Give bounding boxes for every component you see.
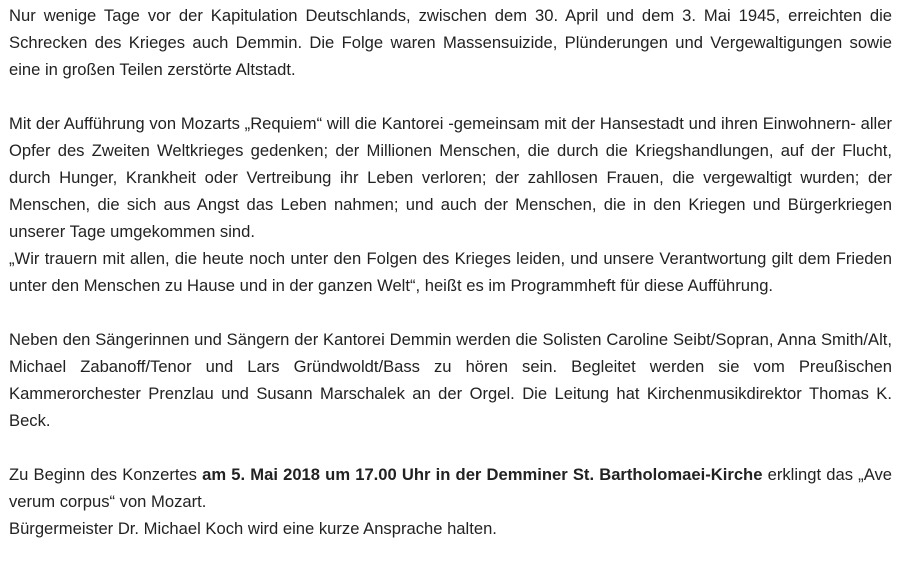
paragraph-concert-info xyxy=(9,461,892,542)
paragraph-requiem xyxy=(9,110,892,299)
paragraph-intro: Nur wenige Tage vor der Kapitulation Deutschlands, zwischen dem 30. April und dem 3. Mai 1945, erreichten die Schrecken des Krieges auch Demmin. Die Folge waren Massensuizide, Plünderungen und Vergewaltigungen sowie eine in großen Teilen zerstörte Altstadt. xyxy=(9,6,892,79)
concert-intro-text: Zu Beginn des Konzertes xyxy=(9,465,203,484)
programme-quote-text: „Wir trauern mit allen, die heute noch unter den Folgen des Krieges leiden, und unsere Verantwortung gilt dem Frieden unter den Menschen zu Hause und in der ganzen Welt“, heißt es im Programmheft für diese Aufführung. xyxy=(9,249,892,295)
concert-info-line xyxy=(9,461,892,515)
paragraph-performers: Neben den Sängerinnen und Sängern der Kantorei Demmin werden die Solisten Caroline Seibt/Sopran, Anna Smith/Alt, Michael Zabanoff/Tenor und Lars Gründwoldt/Bass zu hören sein. Begleitet werden sie vom Preußischen Kammerorchester Prenzlau und Susann Marschalek an der Orgel. Die Leitung hat Kirchenmusikdirektor Thomas K. Beck. xyxy=(9,330,892,430)
requiem-dedication-text: Mit der Aufführung von Mozarts „Requiem“ will die Kantorei -gemeinsam mit der Hansestadt und ihren Einwohnern- aller Opfer des Zweiten Weltkrieges gedenken; der Millionen Menschen, die durch die Kriegshandlungen, auf der Flucht, durch Hunger, Krankheit oder Vertreibung ihr Leben verloren; der zahllosen Frauen, die vergewaltigt wurden; der Menschen, die sich aus Angst das Leben nahmen; und auch der Menschen, die in den Kriegen und Bürgerkriegen unserer Tage umgekommen sind. xyxy=(9,114,892,241)
concert-date-location: am 5. Mai 2018 um 17.00 Uhr in der Demminer St. Bartholomaei-Kirche xyxy=(202,465,763,484)
concert-piece-text: erklingt das „Ave verum corpus“ von Mozart. xyxy=(9,465,892,511)
mayor-speech-text: Bürgermeister Dr. Michael Koch wird eine kurze Ansprache halten. xyxy=(9,519,497,538)
